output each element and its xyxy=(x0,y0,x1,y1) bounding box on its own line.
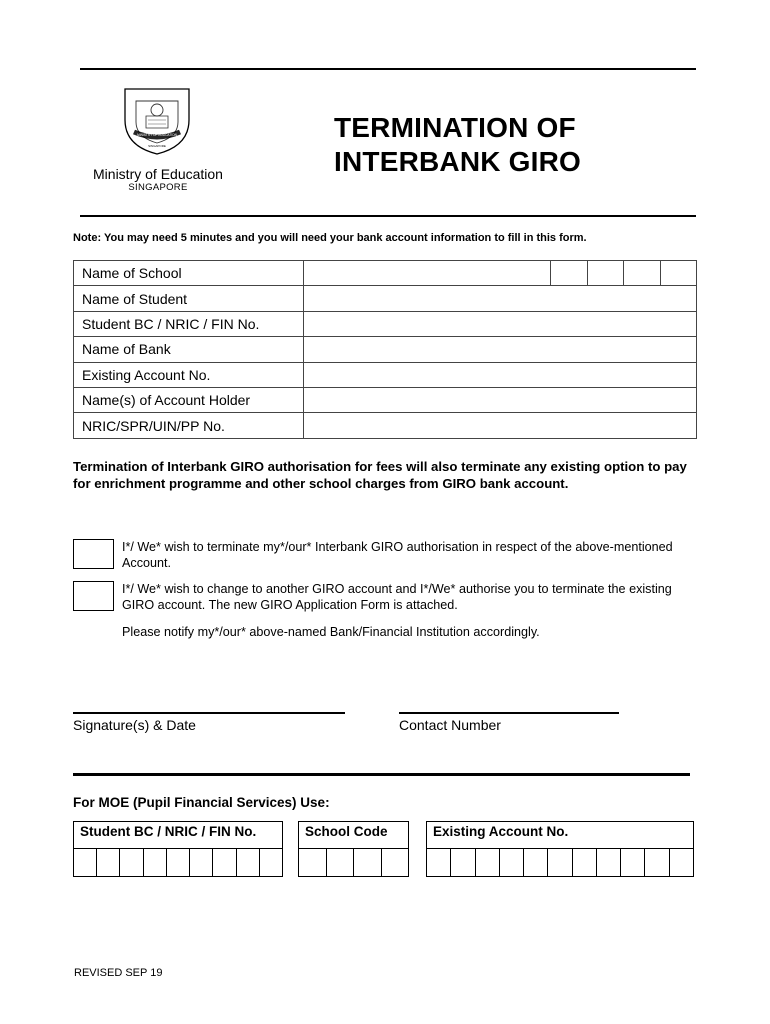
field-label: Existing Account No. xyxy=(74,362,304,387)
field-label: Name of Bank xyxy=(74,337,304,362)
digit-cell[interactable] xyxy=(670,849,693,876)
org-name: Ministry of Education xyxy=(93,166,223,182)
digit-cell[interactable] xyxy=(621,849,645,876)
signature-label: Signature(s) & Date xyxy=(73,717,196,733)
holder-id-field[interactable] xyxy=(304,413,697,438)
table-row xyxy=(74,413,697,438)
moe-crest-logo xyxy=(122,86,192,156)
applicant-info-table xyxy=(73,260,697,439)
school-code-box[interactable] xyxy=(660,261,696,285)
change-account-option-text: I*/ We* wish to change to another GIRO account and I*/We* authorise you to terminate the existing GIRO account. The new GIRO Application Form is attached. xyxy=(122,582,672,612)
form-title xyxy=(334,111,581,179)
title-line-2: INTERBANK GIRO xyxy=(334,146,582,177)
digit-cell[interactable] xyxy=(382,849,409,876)
moe-account-box xyxy=(426,821,694,877)
school-code-box[interactable] xyxy=(623,261,659,285)
digit-cell[interactable] xyxy=(645,849,669,876)
terminate-option-text: I*/ We* wish to terminate my*/our* Interbank GIRO authorisation in respect of the above-mentioned Account. xyxy=(122,540,673,570)
moe-student-id-box xyxy=(73,821,283,877)
table-row xyxy=(74,286,697,311)
student-id-field[interactable] xyxy=(304,311,697,336)
student-name-field[interactable] xyxy=(304,286,697,311)
field-label: Name of Student xyxy=(74,286,304,311)
digit-cell[interactable] xyxy=(476,849,500,876)
digit-cell[interactable] xyxy=(260,849,282,876)
digit-cell[interactable] xyxy=(120,849,143,876)
digit-cell[interactable] xyxy=(213,849,236,876)
digit-cell[interactable] xyxy=(427,849,451,876)
digit-cell[interactable] xyxy=(500,849,524,876)
table-row xyxy=(74,362,697,387)
moe-use-heading: For MOE (Pupil Financial Services) Use: xyxy=(73,795,330,810)
field-label: Name(s) of Account Holder xyxy=(74,387,304,412)
digit-cell[interactable] xyxy=(97,849,120,876)
school-code-box[interactable] xyxy=(550,261,586,285)
digit-cell[interactable] xyxy=(237,849,260,876)
termination-notice: Termination of Interbank GIRO authorisation for fees will also terminate any existing option to pay for enrichment programme and other school charges from GIRO bank account. xyxy=(73,459,687,491)
moe-account-label: Existing Account No. xyxy=(427,822,693,849)
field-label: Name of School xyxy=(74,261,304,286)
digit-cell[interactable] xyxy=(327,849,355,876)
table-row xyxy=(74,337,697,362)
org-country: SINGAPORE xyxy=(128,182,188,193)
moe-school-code-label: School Code xyxy=(299,822,408,849)
contact-line[interactable] xyxy=(399,712,619,714)
contact-label: Contact Number xyxy=(399,717,501,733)
bank-name-field[interactable] xyxy=(304,337,697,362)
digit-cell[interactable] xyxy=(597,849,621,876)
digit-cell[interactable] xyxy=(190,849,213,876)
school-code-box[interactable] xyxy=(587,261,623,285)
moe-student-id-label: Student BC / NRIC / FIN No. xyxy=(74,822,282,849)
signature-line[interactable] xyxy=(73,712,345,714)
digit-cell[interactable] xyxy=(144,849,167,876)
digit-cell[interactable] xyxy=(451,849,475,876)
digit-cell[interactable] xyxy=(524,849,548,876)
svg-text:MINISTRY OF EDUCATION: MINISTRY OF EDUCATION xyxy=(137,133,177,137)
section-divider xyxy=(73,773,690,776)
digit-cell[interactable] xyxy=(548,849,572,876)
form-note: Note: You may need 5 minutes and you will need your bank account information to fill in this form. xyxy=(73,232,587,244)
top-rule xyxy=(80,68,696,70)
digit-cell[interactable] xyxy=(573,849,597,876)
field-label: Student BC / NRIC / FIN No. xyxy=(74,311,304,336)
digit-cell[interactable] xyxy=(354,849,382,876)
change-account-checkbox[interactable] xyxy=(73,581,114,611)
field-label: NRIC/SPR/UIN/PP No. xyxy=(74,413,304,438)
notify-text: Please notify my*/our* above-named Bank/Financial Institution accordingly. xyxy=(122,625,540,639)
account-number-field[interactable] xyxy=(304,362,697,387)
account-holder-field[interactable] xyxy=(304,387,697,412)
table-row xyxy=(74,261,697,286)
digit-cell[interactable] xyxy=(74,849,97,876)
digit-cell[interactable] xyxy=(167,849,190,876)
school-name-field[interactable] xyxy=(304,261,697,286)
revision-footer: REVISED SEP 19 xyxy=(74,967,163,979)
table-row xyxy=(74,311,697,336)
organisation-block xyxy=(88,166,228,193)
svg-text:SINGAPORE: SINGAPORE xyxy=(148,144,166,148)
digit-cell[interactable] xyxy=(299,849,327,876)
title-line-1: TERMINATION OF xyxy=(334,112,576,143)
terminate-checkbox[interactable] xyxy=(73,539,114,569)
header-rule xyxy=(80,215,696,217)
moe-school-code-box xyxy=(298,821,409,877)
table-row xyxy=(74,387,697,412)
